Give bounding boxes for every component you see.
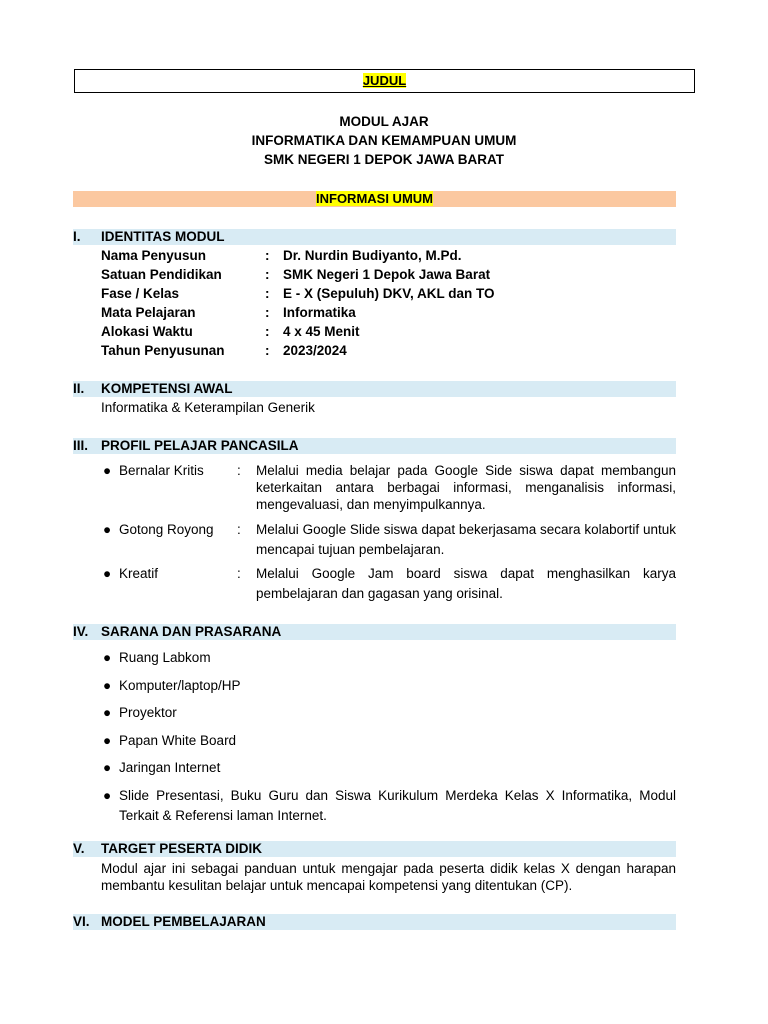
section-title: TARGET PESERTA DIDIK	[101, 841, 263, 856]
identitas-label: Nama Penyusun	[101, 248, 207, 263]
identitas-row	[101, 284, 495, 303]
section-number: II.	[73, 381, 85, 396]
sarana-text: Proyektor	[119, 705, 177, 720]
bullet-icon: ●	[103, 650, 112, 665]
identitas-row	[101, 322, 360, 341]
bullet-icon: ●	[103, 522, 112, 537]
title-line-3: SMK NEGERI 1 DEPOK JAWA BARAT	[263, 152, 505, 167]
bullet-icon: ●	[103, 705, 112, 720]
profil-label: Kreatif	[119, 566, 159, 581]
identitas-label: Mata Pelajaran	[101, 305, 196, 320]
identitas-label: Tahun Penyusunan	[101, 343, 225, 358]
section-title: MODEL PEMBELAJARAN	[101, 914, 266, 929]
sarana-text: Slide Presentasi, Buku Guru dan Siswa Kurikulum Merdeka Kelas X Informatika, Modul Terkait & Referensi laman Internet.	[119, 788, 676, 823]
section-number: IV.	[73, 624, 89, 639]
informasi-umum-label: INFORMASI UMUM	[316, 191, 433, 206]
bullet-icon: ●	[103, 788, 112, 803]
bullet-icon: ●	[103, 760, 112, 775]
identitas-label: Alokasi Waktu	[101, 324, 193, 339]
identitas-value: 4 x 45 Menit	[283, 324, 360, 339]
section-number: V.	[73, 841, 85, 856]
identitas-value: E - X (Sepuluh) DKV, AKL dan TO	[283, 286, 495, 301]
title-line-1: MODUL AJAR	[339, 114, 429, 129]
target-text: Modul ajar ini sebagai panduan untuk mengajar pada peserta didik kelas X dengan harapan membantu kesulitan belajar untuk mencapai kompetensi yang ditentukan (CP).	[101, 861, 676, 893]
bullet-icon: ●	[103, 678, 112, 693]
section-title: IDENTITAS MODUL	[101, 229, 225, 244]
identitas-value: 2023/2024	[283, 343, 347, 358]
section-number: I.	[73, 229, 81, 244]
sarana-text: Papan White Board	[119, 733, 237, 748]
profil-text: Melalui Google Slide siswa dapat bekerjasama secara kolabortif untuk mencapai tujuan pembelajaran.	[256, 522, 676, 557]
bullet-icon: ●	[103, 463, 112, 478]
identitas-row	[101, 246, 462, 265]
section-model-pembelajaran	[73, 914, 676, 930]
identitas-row	[101, 303, 356, 322]
profil-colon: :	[237, 463, 241, 478]
profil-label: Bernalar Kritis	[119, 463, 204, 478]
section-title: PROFIL PELAJAR PANCASILA	[101, 438, 299, 453]
profil-colon: :	[237, 566, 241, 581]
sarana-text: Jaringan Internet	[119, 760, 221, 775]
profil-text: Melalui Google Jam board siswa dapat menghasilkan karya pembelajaran dan gagasan yang orisinal.	[256, 566, 676, 601]
bullet-icon: ●	[103, 733, 112, 748]
sarana-text: Ruang Labkom	[119, 650, 211, 665]
judul-box	[74, 69, 695, 93]
section-profil-pelajar	[73, 438, 676, 454]
section-identitas-modul	[73, 229, 676, 245]
identitas-colon: :	[265, 248, 270, 263]
informasi-umum-bar	[73, 191, 676, 207]
sarana-text: Komputer/laptop/HP	[119, 678, 241, 693]
identitas-row	[101, 341, 347, 360]
identitas-value: Dr. Nurdin Budiyanto, M.Pd.	[283, 248, 462, 263]
identitas-label: Fase / Kelas	[101, 286, 180, 301]
section-title: SARANA DAN PRASARANA	[101, 624, 282, 639]
title-line-2: INFORMATIKA DAN KEMAMPUAN UMUM	[251, 133, 517, 148]
judul-label: JUDUL	[362, 73, 407, 88]
identitas-colon: :	[265, 305, 270, 320]
profil-colon: :	[237, 522, 241, 537]
identitas-colon: :	[265, 343, 270, 358]
identitas-label: Satuan Pendidikan	[101, 267, 222, 282]
bullet-icon: ●	[103, 566, 112, 581]
section-number: III.	[73, 438, 89, 453]
identitas-value: Informatika	[283, 305, 356, 320]
section-title: KOMPETENSI AWAL	[101, 381, 233, 396]
section-sarana-prasarana	[73, 624, 676, 640]
section-kompetensi-awal	[73, 381, 676, 397]
identitas-value: SMK Negeri 1 Depok Jawa Barat	[283, 267, 491, 282]
section-target-peserta	[73, 841, 676, 857]
section-number: VI.	[73, 914, 90, 929]
profil-text: Melalui media belajar pada Google Side siswa dapat membangun keterkaitan antara berbagai informasi, menganalisis informasi, mengevaluasi, dan menyimpulkannya.	[256, 463, 676, 512]
identitas-colon: :	[265, 286, 270, 301]
identitas-colon: :	[265, 324, 270, 339]
kompetensi-awal-text: Informatika & Keterampilan Generik	[101, 400, 315, 415]
identitas-row	[101, 265, 491, 284]
identitas-colon: :	[265, 267, 270, 282]
profil-label: Gotong Royong	[119, 522, 214, 537]
